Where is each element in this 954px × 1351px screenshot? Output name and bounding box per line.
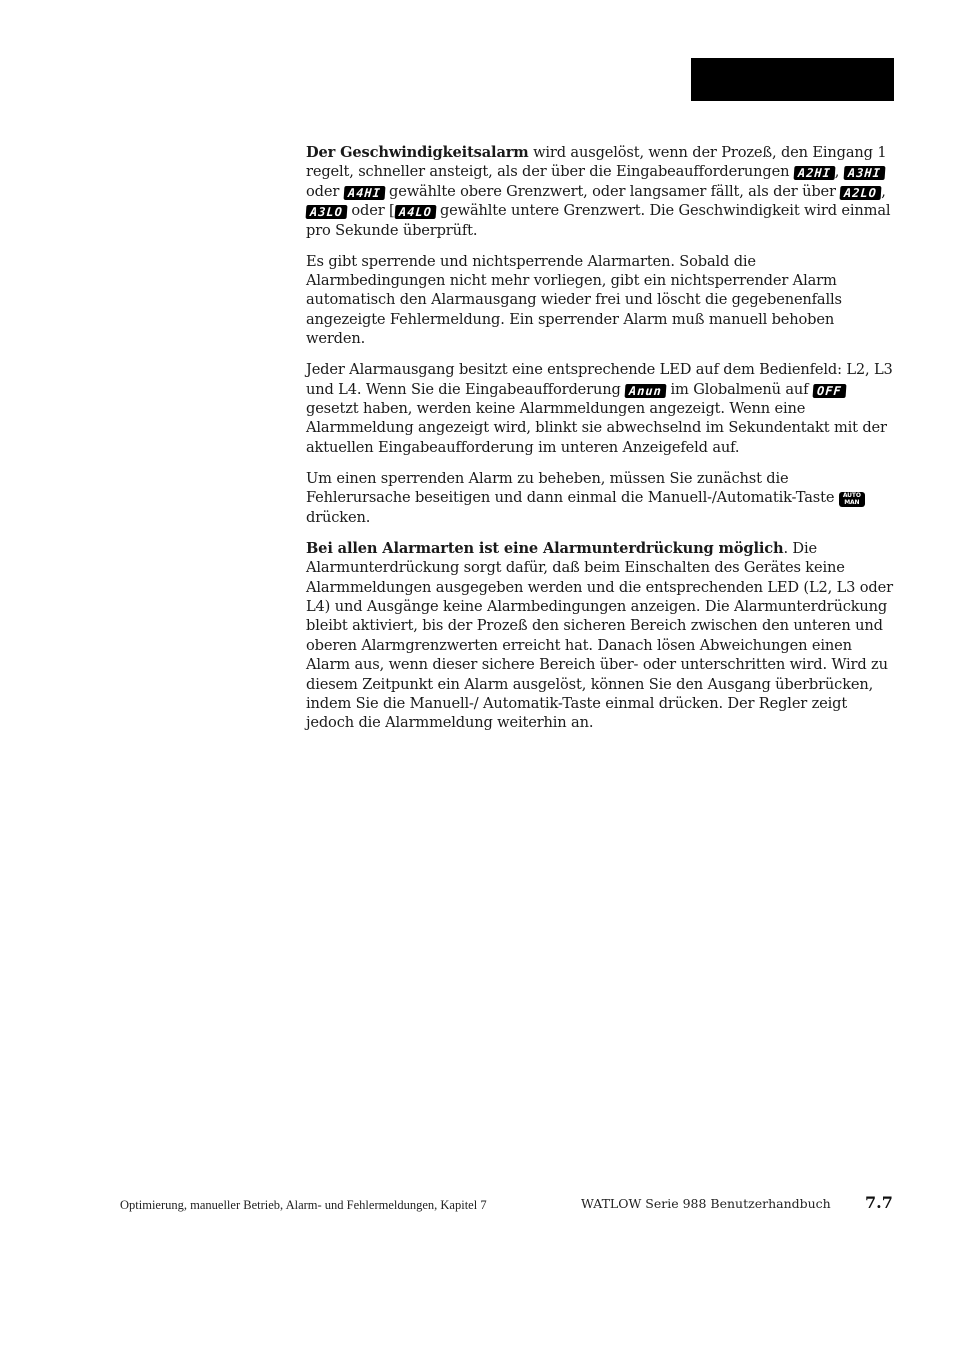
paragraph-rate-alarm: Der Geschwindigkeitsalarm wird ausgelöst, wenn der Prozeß, den Eingang 1 regelt, schneller ansteigt, als der über die Eingabeaufforderungen A2HI , A3HI oder A4HI gewählte obere Grenzwert, oder langsamer fällt, als der über A2LO , A3LO oder [ A4LO gewählte untere Grenzwert. Die Geschwindigkeit wird einmal pro Sekunde überprüft.: [306, 144, 891, 239]
lcd-a2lo: A2LO: [840, 186, 882, 200]
auto-man-key-icon: AUTO MAN: [839, 492, 865, 507]
lcd-off: OFF: [812, 384, 846, 398]
main-text: [306, 143, 894, 744]
chapter-tab-marker: [691, 58, 894, 101]
paragraph-latching: Es gibt sperrende und nichtsperrende Alarmarten. Sobald die Alarmbedingungen nicht mehr vorliegen, gibt ein nichtsperrender Alarm automatisch den Alarmausgang wieder frei und löscht die gegebenenfalls angezeigte Fehlermeldung. Ein sperrender Alarm muß manuell behoben werden.: [306, 252, 842, 348]
lcd-a4hi: A4HI: [343, 186, 385, 200]
footer-manual-title: WATLOW Serie 988 Benutzerhandbuch: [581, 1196, 831, 1211]
page-number: 7.7: [865, 1193, 893, 1212]
lcd-a3lo: A3LO: [306, 205, 348, 219]
footer-chapter: Optimierung, manueller Betrieb, Alarm- und Fehlermeldungen, Kapitel 7: [120, 1198, 487, 1212]
lcd-anun: Anun: [625, 384, 667, 398]
lcd-a4lo: A4LO: [394, 205, 436, 219]
paragraph-silencing: Bei allen Alarmarten ist eine Alarmunterdrückung möglich. Die Alarmunterdrückung sorgt dafür, daß beim Einschalten des Gerätes keine Alarmmeldungen ausgegeben werden und die entsprechenden LED (L2, L3 oder L4) und Ausgänge keine Alarmbedingungen anzeigen. Die Alarmunterdrückung bleibt aktiviert, bis der Prozeß den sicheren Bereich zwischen den unteren und oberen Alarmgrenzwerten erreicht hat. Danach lösen Abweichungen einen Alarm aus, wenn dieser sichere Bereich über- oder unterschritten wird. Wird zu diesem Zeitpunkt ein Alarm ausgelöst, können Sie den Ausgang überbrücken, indem Sie die Manuell-/ Automatik-Taste einmal drücken. Der Regler zeigt jedoch die Alarmmeldung weiterhin an.: [306, 539, 893, 732]
silencing-heading: Bei allen Alarmarten ist eine Alarmunterdrückung möglich: [306, 539, 784, 557]
lcd-a2hi: A2HI: [793, 166, 835, 180]
lcd-a3hi: A3HI: [843, 166, 885, 180]
rate-alarm-heading: Der Geschwindigkeitsalarm: [306, 144, 529, 161]
paragraph-clear-alarm: Um einen sperrenden Alarm zu beheben, müssen Sie zunächst die Fehlerursache beseitigen und dann einmal die Manuell-/Automatik-Taste AUTO MAN drücken.: [306, 469, 894, 527]
paragraph-led: Jeder Alarmausgang besitzt eine entsprechende LED auf dem Bedienfeld: L2, L3 und L4. Wenn Sie die Eingabeaufforderung Anun im Globalmenü auf OFF gesetzt haben, werden keine Alarmmeldungen angezeigt. Wenn eine Alarmmeldung angezeigt wird, blinkt sie abwechselnd im Sekundentakt mit der aktuellen Eingabeaufforderung im unteren Anzeigefeld auf.: [306, 361, 893, 456]
